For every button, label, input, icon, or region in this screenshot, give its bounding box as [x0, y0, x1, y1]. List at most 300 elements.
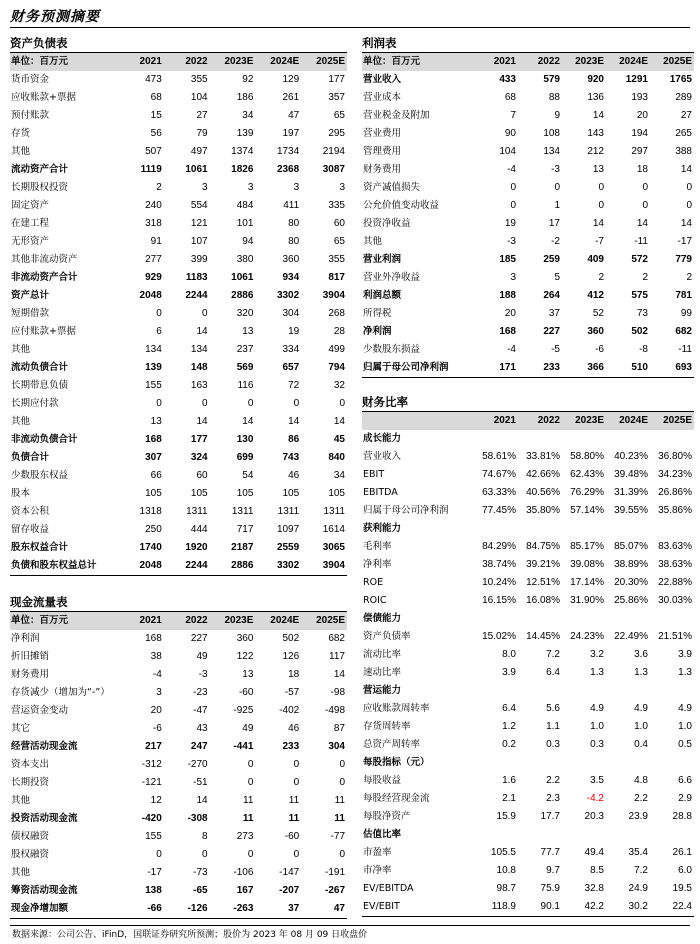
- cell-value: 0.2: [502, 739, 516, 750]
- cell-value: 80: [288, 236, 300, 247]
- cell-value: 2.9: [678, 793, 692, 804]
- cell-value: 2.3: [546, 793, 560, 804]
- row-label: 其他: [11, 795, 31, 806]
- cell-value: 49: [196, 651, 208, 662]
- row-label: 存货减少（增加为“-”）: [11, 687, 110, 698]
- cell-value: 177: [190, 434, 208, 445]
- cell-value: [518, 520, 562, 538]
- cell-value: 40.23%: [614, 451, 648, 462]
- cell-value: 13: [592, 164, 604, 175]
- row-label: 筹资活动现金流: [11, 885, 78, 896]
- cell-value: 499: [328, 344, 345, 355]
- cell-value: 33.81%: [526, 451, 560, 462]
- row-label: 固定资产: [11, 200, 50, 211]
- table-row: [10, 557, 347, 576]
- cell-value: [474, 754, 518, 772]
- row-label: 营业税金及附加: [363, 110, 430, 121]
- table-row: [362, 125, 694, 143]
- cell-value: 0: [247, 777, 254, 788]
- table-row: [362, 430, 694, 448]
- cell-value: 21.51%: [658, 631, 692, 642]
- ratios-table: [362, 412, 694, 917]
- cell-value: 3.5: [590, 775, 604, 786]
- cell-value: 273: [236, 831, 254, 842]
- balance-sheet-panel: [10, 34, 347, 576]
- cell-value: 139: [145, 362, 162, 373]
- cell-value: -4: [507, 344, 516, 355]
- table-row: [362, 215, 694, 233]
- cell-value: 1614: [322, 524, 345, 535]
- cell-value: 39.55%: [614, 505, 648, 516]
- cell-value: -121: [141, 777, 162, 788]
- cell-value: 1183: [185, 272, 208, 283]
- cell-value: 2886: [231, 290, 254, 301]
- cell-value: 13: [150, 416, 162, 427]
- row-label: 偿债能力: [363, 613, 402, 624]
- cell-value: 11: [334, 795, 345, 806]
- cell-value: 1765: [669, 74, 692, 85]
- cell-value: 34: [242, 110, 254, 121]
- cell-value: 0: [339, 777, 345, 788]
- cell-value: 0: [293, 849, 300, 860]
- table-row: [10, 377, 347, 395]
- cell-value: [474, 520, 518, 538]
- cell-value: 34.23%: [658, 469, 692, 480]
- table-row: [362, 269, 694, 287]
- row-label: 负债和股东权益总计: [10, 557, 118, 576]
- cell-value: 0.3: [546, 739, 560, 750]
- cell-value: 22.4: [650, 898, 694, 917]
- cell-value: [650, 520, 694, 538]
- cell-value: -57: [284, 687, 300, 698]
- row-label: 成长能力: [363, 433, 402, 444]
- cell-value: 1.0: [678, 721, 692, 732]
- cell-value: 13: [242, 326, 254, 337]
- cell-value: -4: [507, 164, 516, 175]
- cell-value: 25.86%: [614, 595, 648, 606]
- unit-label: 单位：百万元: [10, 53, 118, 71]
- cell-value: 0.3: [590, 739, 604, 750]
- cell-value: 3302: [276, 290, 300, 301]
- cell-value: 1318: [139, 506, 162, 517]
- cell-value: 75.9: [540, 883, 560, 894]
- cell-value: -267: [324, 885, 345, 896]
- cell-value: 2244: [185, 290, 208, 301]
- cell-value: 197: [282, 128, 300, 139]
- cell-value: 66: [150, 470, 162, 481]
- row-label: 无形资产: [11, 236, 50, 247]
- cell-value: 0: [293, 398, 300, 409]
- cell-value: 699: [236, 452, 254, 463]
- cell-value: 304: [328, 741, 345, 752]
- row-label: 现金净增加额: [10, 900, 118, 919]
- cell-value: 1.0: [590, 721, 604, 732]
- cell-value: 38.74%: [482, 559, 516, 570]
- table-row: [362, 610, 694, 628]
- row-label: 长期带息负债: [11, 380, 69, 391]
- cell-value: 168: [145, 434, 162, 445]
- cell-value: 9.7: [546, 865, 560, 876]
- cell-value: 57.14%: [570, 505, 604, 516]
- year-header: 2022: [164, 53, 210, 71]
- cell-value: 497: [190, 146, 208, 157]
- table-row: [362, 305, 694, 323]
- table-row: [362, 251, 694, 269]
- row-label: 非流动负债合计: [11, 434, 78, 445]
- cell-value: 83.63%: [658, 541, 692, 552]
- cell-value: 18: [636, 164, 648, 175]
- row-label: 营运资金变动: [11, 705, 69, 716]
- cell-value: 45: [333, 434, 345, 445]
- cell-value: 0: [247, 398, 254, 409]
- table-row: [362, 323, 694, 341]
- cell-value: 233: [282, 741, 300, 752]
- table-row: [362, 341, 694, 359]
- cell-value: 7: [510, 110, 516, 121]
- cell-value: [562, 682, 606, 700]
- row-label: 其他: [11, 867, 31, 878]
- cell-value: 17.7: [540, 811, 560, 822]
- table-row: [10, 828, 347, 846]
- row-label: 营业收入: [363, 74, 402, 85]
- cell-value: 77.45%: [482, 505, 516, 516]
- table-row: [10, 756, 347, 774]
- row-label: 折旧摊销: [11, 651, 50, 662]
- table-row: [362, 898, 694, 917]
- year-header: 2023E: [210, 53, 256, 71]
- cell-value: 136: [587, 92, 604, 103]
- row-label: 应付账款+票据: [11, 326, 76, 337]
- row-label: 营业收入: [363, 451, 402, 462]
- income-statement-title: 利润表: [362, 34, 694, 53]
- balance-sheet-title: 资产负债表: [10, 34, 347, 53]
- row-label: 净利润: [11, 633, 40, 644]
- cell-value: 233: [518, 359, 562, 378]
- cell-value: 19.5: [672, 883, 692, 894]
- cell-value: 14: [288, 416, 300, 427]
- table-row: [362, 179, 694, 197]
- cash-flow-panel: [10, 593, 347, 919]
- cell-value: 0: [686, 200, 692, 211]
- table-row: [362, 520, 694, 538]
- row-label: 应收账款+票据: [11, 92, 76, 103]
- table-row: [362, 466, 694, 484]
- table-row: [10, 684, 347, 702]
- table-row: [10, 269, 347, 287]
- cell-value: [518, 682, 562, 700]
- cell-value: 49: [242, 723, 254, 734]
- page-title: 财务预测摘要: [10, 9, 100, 25]
- cell-value: [650, 610, 694, 628]
- cell-value: 3.9: [678, 649, 692, 660]
- row-label: 投资净收益: [363, 218, 411, 229]
- cell-value: 2048: [118, 557, 164, 576]
- table-row: [362, 502, 694, 520]
- table-row: [10, 107, 347, 125]
- cell-value: 58.80%: [570, 451, 604, 462]
- row-label: 资本支出: [11, 759, 50, 770]
- table-row: [10, 431, 347, 449]
- cell-value: 14: [196, 795, 208, 806]
- table-row: [362, 71, 694, 89]
- cell-value: 2: [686, 272, 692, 283]
- cell-value: 0: [339, 759, 345, 770]
- cell-value: -106: [233, 867, 254, 878]
- cell-value: 22.49%: [614, 631, 648, 642]
- cell-value: 212: [587, 146, 604, 157]
- header-row: [10, 612, 347, 630]
- cell-value: 74.67%: [482, 469, 516, 480]
- cell-value: [474, 826, 518, 844]
- cell-value: 49.4: [584, 847, 604, 858]
- cell-value: 1826: [231, 164, 254, 175]
- cell-value: 143: [587, 128, 604, 139]
- cell-value: -65: [193, 885, 208, 896]
- row-label: 总资产周转率: [363, 739, 421, 750]
- cell-value: [518, 754, 562, 772]
- cell-value: 101: [236, 218, 254, 229]
- table-row: [362, 448, 694, 466]
- table-row: [10, 413, 347, 431]
- row-label: 净利率: [363, 559, 392, 570]
- cell-value: 840: [328, 452, 345, 463]
- cell-value: 118.9: [474, 898, 518, 917]
- cell-value: 14: [680, 218, 692, 229]
- cell-value: [518, 610, 562, 628]
- table-row: [10, 503, 347, 521]
- cell-value: 12: [150, 795, 162, 806]
- cell-value: 56: [150, 128, 162, 139]
- cell-value: 4.9: [590, 703, 604, 714]
- cell-value: [562, 826, 606, 844]
- cell-value: 8.5: [590, 865, 604, 876]
- cell-value: 14: [333, 416, 345, 427]
- cell-value: -402: [279, 705, 300, 716]
- table-row: [10, 449, 347, 467]
- cell-value: 380: [236, 254, 254, 265]
- year-header: 2021: [118, 612, 164, 630]
- cell-value: 929: [145, 272, 162, 283]
- cell-value: 11: [288, 795, 300, 806]
- cell-value: 0: [510, 182, 516, 193]
- year-header: 2023E: [562, 412, 606, 430]
- cell-value: 32.8: [584, 883, 604, 894]
- cell-value: 261: [282, 92, 300, 103]
- cell-value: 388: [675, 146, 692, 157]
- cell-value: 6.4: [546, 667, 560, 678]
- cell-value: 6.4: [502, 703, 516, 714]
- table-row: [362, 790, 694, 808]
- cell-value: 247: [190, 741, 208, 752]
- cell-value: [606, 430, 650, 448]
- cell-value: 304: [282, 308, 300, 319]
- cell-value: 42.66%: [526, 469, 560, 480]
- cell-value: 2.2: [634, 793, 648, 804]
- cell-value: 52: [592, 308, 604, 319]
- cell-value: 34: [333, 470, 345, 481]
- cell-value: 2187: [231, 542, 254, 553]
- cell-value: 227: [190, 633, 208, 644]
- cell-value: 84.75%: [526, 541, 560, 552]
- table-row: [362, 89, 694, 107]
- cell-value: 35.4: [628, 847, 648, 858]
- row-label: 资产减值损失: [363, 182, 421, 193]
- row-label: ROIC: [363, 595, 387, 606]
- row-label: 股东权益合计: [11, 542, 69, 553]
- cell-value: [562, 520, 606, 538]
- cell-value: 38: [150, 651, 162, 662]
- table-row: [362, 826, 694, 844]
- cell-value: 4.9: [634, 703, 648, 714]
- cell-value: 37: [255, 900, 301, 919]
- row-label: 市净率: [363, 865, 392, 876]
- row-label: 流动比率: [363, 649, 402, 660]
- cell-value: 105: [190, 488, 208, 499]
- cell-value: 569: [236, 362, 254, 373]
- table-row: [10, 720, 347, 738]
- cell-value: 85.07%: [614, 541, 648, 552]
- cell-value: 0: [686, 182, 692, 193]
- cell-value: 193: [631, 92, 648, 103]
- year-header: 2021: [118, 53, 164, 71]
- cell-value: 277: [145, 254, 162, 265]
- table-row: [362, 808, 694, 826]
- cell-value: 63.33%: [482, 487, 516, 498]
- table-row: [10, 882, 347, 900]
- cell-value: 335: [328, 200, 345, 211]
- cell-value: 54: [242, 470, 254, 481]
- table-row: [362, 646, 694, 664]
- row-label: 短期借款: [11, 308, 50, 319]
- cell-value: -51: [193, 777, 208, 788]
- cell-value: 1740: [139, 542, 162, 553]
- cell-value: 507: [145, 146, 162, 157]
- cell-value: 4.9: [678, 703, 692, 714]
- cell-value: 2.2: [546, 775, 560, 786]
- row-label: 流动负债合计: [11, 362, 69, 373]
- cell-value: 3: [247, 182, 254, 193]
- table-row: [362, 754, 694, 772]
- cell-value: 26.1: [672, 847, 692, 858]
- cell-value: 360: [587, 326, 604, 337]
- cell-value: [650, 682, 694, 700]
- row-label: ROE: [363, 577, 384, 588]
- cell-value: 122: [236, 651, 254, 662]
- row-label: 速动比率: [363, 667, 402, 678]
- table-row: [362, 700, 694, 718]
- cell-value: 0: [202, 398, 208, 409]
- cell-value: 92: [242, 74, 254, 85]
- cell-value: 7.2: [546, 649, 560, 660]
- cell-value: 5: [554, 272, 560, 283]
- cell-value: 743: [282, 452, 300, 463]
- cell-value: 10.8: [496, 865, 516, 876]
- cell-value: [650, 754, 694, 772]
- cell-value: 1061: [231, 272, 254, 283]
- cell-value: 39.48%: [614, 469, 648, 480]
- table-row: [10, 323, 347, 341]
- cell-value: 39.08%: [570, 559, 604, 570]
- row-label: 利润总额: [363, 290, 402, 301]
- row-label: EV/EBITDA: [363, 883, 414, 894]
- cell-value: 77.7: [540, 847, 560, 858]
- row-label: 流动资产合计: [11, 164, 69, 175]
- row-label: 资产负债率: [363, 631, 411, 642]
- unit-label: 单位：百万元: [10, 612, 118, 630]
- row-label: 其他: [11, 416, 31, 427]
- cell-value: 46: [288, 470, 300, 481]
- cell-value: 1.2: [502, 721, 516, 732]
- cell-value: 27: [680, 110, 692, 121]
- cell-value: 0: [293, 777, 300, 788]
- table-row: [362, 556, 694, 574]
- cell-value: 1311: [186, 506, 208, 517]
- cell-value: 68: [504, 92, 516, 103]
- cell-value: 20.30%: [614, 577, 648, 588]
- cell-value: 98.7: [496, 883, 516, 894]
- table-row: [362, 143, 694, 161]
- cell-value: 20: [150, 705, 162, 716]
- cell-value: 10.24%: [482, 577, 516, 588]
- cell-value: 19: [288, 326, 300, 337]
- cell-value: 26.86%: [658, 487, 692, 498]
- cell-value: 35.86%: [658, 505, 692, 516]
- cell-value: 28: [333, 326, 345, 337]
- cell-value: -126: [164, 900, 210, 919]
- table-row: [10, 810, 347, 828]
- cell-value: 3: [156, 687, 162, 698]
- cell-value: 138: [145, 885, 162, 896]
- row-label: 非流动资产合计: [11, 272, 78, 283]
- cell-value: 2: [598, 272, 604, 283]
- table-row: [10, 341, 347, 359]
- cell-value: 79: [196, 128, 208, 139]
- cell-value: -17: [677, 236, 692, 247]
- row-label: 预付账款: [11, 110, 50, 121]
- cell-value: [562, 610, 606, 628]
- cell-value: 334: [282, 344, 300, 355]
- cell-value: [562, 754, 606, 772]
- cell-value: 15: [150, 110, 162, 121]
- header-row: [10, 53, 347, 71]
- cell-value: 36.80%: [658, 451, 692, 462]
- cell-value: 2886: [210, 557, 256, 576]
- cell-value: 47: [301, 900, 347, 919]
- year-header: 2023E: [210, 612, 256, 630]
- cell-value: 91: [150, 236, 162, 247]
- cell-value: 20: [636, 110, 648, 121]
- cell-value: 14: [680, 164, 692, 175]
- cell-value: 27: [196, 110, 208, 121]
- income-statement-panel: [362, 34, 694, 378]
- row-label: 其他: [363, 236, 383, 247]
- cell-value: 3904: [301, 557, 347, 576]
- cell-value: 14: [242, 416, 254, 427]
- cell-value: 168: [145, 633, 162, 644]
- table-row: [362, 574, 694, 592]
- cell-value: -270: [187, 759, 208, 770]
- cell-value: 177: [328, 74, 345, 85]
- cell-value: 3065: [322, 542, 345, 553]
- cell-value: 130: [236, 434, 254, 445]
- year-header: 2022: [518, 53, 562, 71]
- cell-value: 250: [145, 524, 162, 535]
- cell-value: 320: [236, 308, 254, 319]
- cell-value: 46: [288, 723, 300, 734]
- cell-value: 1374: [231, 146, 254, 157]
- cell-value: [650, 430, 694, 448]
- cell-value: 62.43%: [570, 469, 604, 480]
